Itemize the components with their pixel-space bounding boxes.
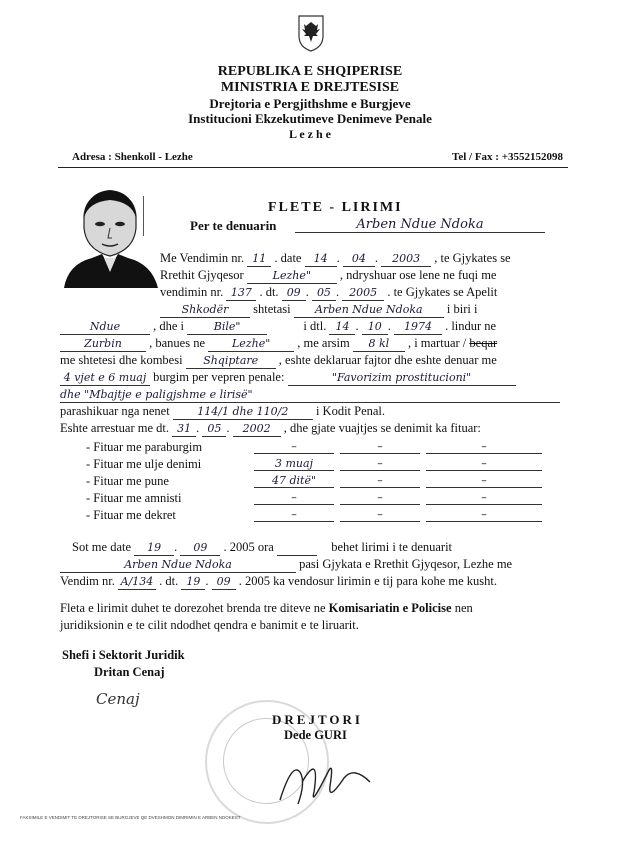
drejtori-name: Dede GURI — [284, 728, 347, 742]
line-burgim: 4 vjet e 6 muaj burgim per vepren penale: "Favorizim prostitucioni" — [60, 370, 570, 386]
line-sot: Sot me date 19 . 09 . 2005 ora behet lirimi i te denuarit — [72, 540, 453, 554]
fituar-value: – — [340, 474, 420, 488]
header-city: L e z h e — [289, 127, 331, 141]
photo-staple — [143, 196, 144, 236]
document-title: FLETE - LIRIMI — [268, 200, 403, 215]
fituar-value: 3 muaj — [254, 457, 334, 471]
header-institution: Institucioni Ekzekutimeve Denimeve Penale — [188, 111, 432, 126]
line-banues: Zurbin , banues ne Lezhe" , me arsim 8 kl , i martuar / beqar — [60, 336, 570, 352]
fituar-row: - Fituar me amnisti — [86, 491, 182, 505]
fituar-row: - Fituar me pune — [86, 474, 169, 488]
fituar-value: – — [340, 508, 420, 522]
albania-emblem-icon — [296, 14, 326, 52]
line-vendimi: Me Vendimin nr. 11 . date 14 . 04 . 2003 , te Gjykates se — [160, 251, 511, 265]
line-vepra: dhe "Mbajtje e paligjshme e lirisë" — [60, 387, 570, 403]
address-text: Adresa : Shenkoll - Lezhe — [72, 151, 193, 163]
phone-text: Tel / Fax : +3552152098 — [452, 151, 563, 163]
line-rrethi: Rrethit Gjyqesor Lezhe" , ndryshuar ose lene ne fuqi me — [160, 268, 497, 282]
shefi-title: Shefi i Sektorit Juridik — [62, 648, 185, 662]
shefi-name: Dritan Cenaj — [94, 665, 165, 679]
fituar-value: 47 ditë" — [254, 474, 334, 488]
fituar-value: – — [340, 457, 420, 471]
fituar-value: – — [426, 457, 542, 471]
fituar-value: – — [254, 508, 334, 522]
per-te-denuarin-label: Per te denuarin — [190, 218, 277, 233]
line-prindet: Ndue , dhe i Bile" i dtl. 14 . 10 . 1974 . lindur ne — [60, 319, 570, 335]
line-emri: Arben Ndue Ndoka pasi Gjykata e Rrethit Gjyqesor, Lezhe me — [60, 557, 572, 573]
drejtori-title: DREJTORI — [272, 712, 363, 727]
line-vendimin: vendimin nr. 137 . dt. 09 . 05 . 2005 . te Gjykates se Apelit — [160, 285, 498, 299]
fituar-value: – — [426, 508, 542, 522]
fituar-value: – — [340, 491, 420, 505]
header-ministry: MINISTRIA E DREJTESISE — [220, 80, 400, 95]
vendim-nr: 11 — [247, 251, 271, 267]
fituar-row: - Fituar me paraburgim — [86, 440, 203, 454]
denuarin-name: Arben Ndue Ndoka — [295, 217, 545, 233]
line-shtetesi: me shtetesi dhe kombesi Shqiptare , eshte deklaruar fajtor dhe eshte denuar me — [60, 353, 497, 367]
fituar-value: – — [426, 491, 542, 505]
line-nenet: parashikuar nga nenet 114/1 dhe 110/2 i Kodit Penal. — [60, 404, 386, 418]
portrait-photo — [62, 188, 160, 288]
fituar-value: – — [254, 440, 334, 454]
fituar-value: – — [340, 440, 420, 454]
header-directorate: Drejtoria e Pergjithshme e Burgjeve — [209, 96, 411, 111]
line-shtetasi: Shkodër shtetasi Arben Ndue Ndoka i biri i — [160, 302, 570, 318]
line-juridiksioni: juridiksionin e te cilit ndodhet qendra e banimit e te liruarit. — [60, 618, 359, 632]
fituar-value: – — [254, 491, 334, 505]
fituar-value: – — [426, 440, 542, 454]
line-fleta: Fleta e lirimit duhet te dorezohet brenda tre diteve ne Komisariatin e Policise nen — [60, 601, 473, 615]
fituar-row: - Fituar me dekret — [86, 508, 176, 522]
line-vendim-nr: Vendim nr. A/134 . dt. 19 . 09 . 2005 ka vendosur lirimin e tij para kohe me kusht. — [60, 574, 498, 588]
fituar-row: - Fituar me ulje denimi — [86, 457, 202, 471]
shefi-signature: Cenaj — [96, 690, 140, 708]
footer-caption: FAKSIMILE E VENDIMIT TE DREJTORISE SE BURGJEVE QE DVESHMON DIMRIMIN E ARBEN NDOKEST — [20, 815, 241, 820]
line-arrestuar: Eshte arrestuar me dt. 31 . 05 . 2002 , dhe gjate vuajtjes se denimit ka fituar: — [60, 421, 481, 435]
fituar-value: – — [426, 474, 542, 488]
header-divider — [58, 167, 568, 168]
header-republic: REPUBLIKA E SHQIPERISE — [217, 64, 403, 79]
drejtori-signature — [270, 742, 380, 812]
